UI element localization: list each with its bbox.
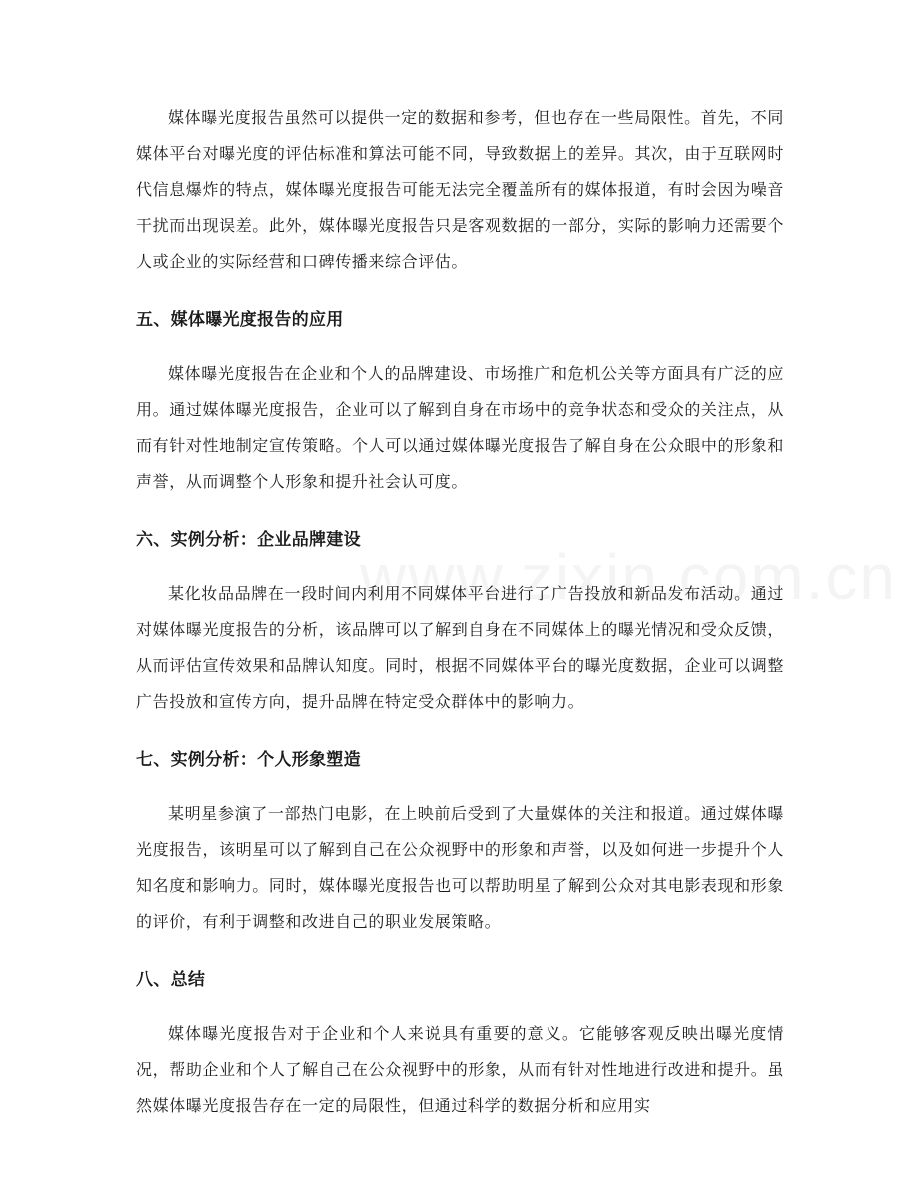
paragraph-summary: 媒体曝光度报告对于企业和个人来说具有重要的意义。它能够客观反映出曝光度情况，帮助企业和个人了解自己在公众视野中的形象，从而有针对性地进行改进和提升。虽然媒体曝光度报告存在一定的局限性，但通过科学的数据分析和应用实 xyxy=(136,1024,784,1115)
heading-personal-case: 七、实例分析：个人形象塑造 xyxy=(136,750,361,770)
document-page xyxy=(136,100,784,1124)
heading-summary: 八、总结 xyxy=(136,970,206,990)
paragraph-personal-case: 某明星参演了一部热门电影，在上映前后受到了大量媒体的关注和报道。通过媒体曝光度报告，该明星可以了解到自己在公众视野中的形象和声誉，以及如何进一步提升个人知名度和影响力。同时，媒体曝光度报告也可以帮助明星了解到公众对其电影表现和形象的评价，有利于调整和改进自己的职业发展策略。 xyxy=(136,804,784,931)
heading-applications: 五、媒体曝光度报告的应用 xyxy=(136,310,344,330)
paragraph-brand-case: 某化妆品品牌在一段时间内利用不同媒体平台进行了广告投放和新品发布活动。通过对媒体曝光度报告的分析，该品牌可以了解到自身在不同媒体上的曝光情况和受众反馈，从而评估宣传效果和品牌认知度。同时，根据不同媒体平台的曝光度数据，企业可以调整广告投放和宣传方向，提升品牌在特定受众群体中的影响力。 xyxy=(136,584,784,711)
heading-brand-case: 六、实例分析：企业品牌建设 xyxy=(136,530,361,550)
paragraph-limitations: 媒体曝光度报告虽然可以提供一定的数据和参考，但也存在一些局限性。首先，不同媒体平台对曝光度的评估标准和算法可能不同，导致数据上的差异。其次，由于互联网时代信息爆炸的特点，媒体曝光度报告可能无法完全覆盖所有的媒体报道，有时会因为噪音干扰而出现误差。此外，媒体曝光度报告只是客观数据的一部分，实际的影响力还需要个人或企业的实际经营和口碑传播来综合评估。 xyxy=(136,108,784,271)
paragraph-applications: 媒体曝光度报告在企业和个人的品牌建设、市场推广和危机公关等方面具有广泛的应用。通过媒体曝光度报告，企业可以了解到自身在市场中的竞争状态和受众的关注点，从而有针对性地制定宣传策略。个人可以通过媒体曝光度报告了解自身在公众眼中的形象和声誉，从而调整个人形象和提升社会认可度。 xyxy=(136,364,784,491)
